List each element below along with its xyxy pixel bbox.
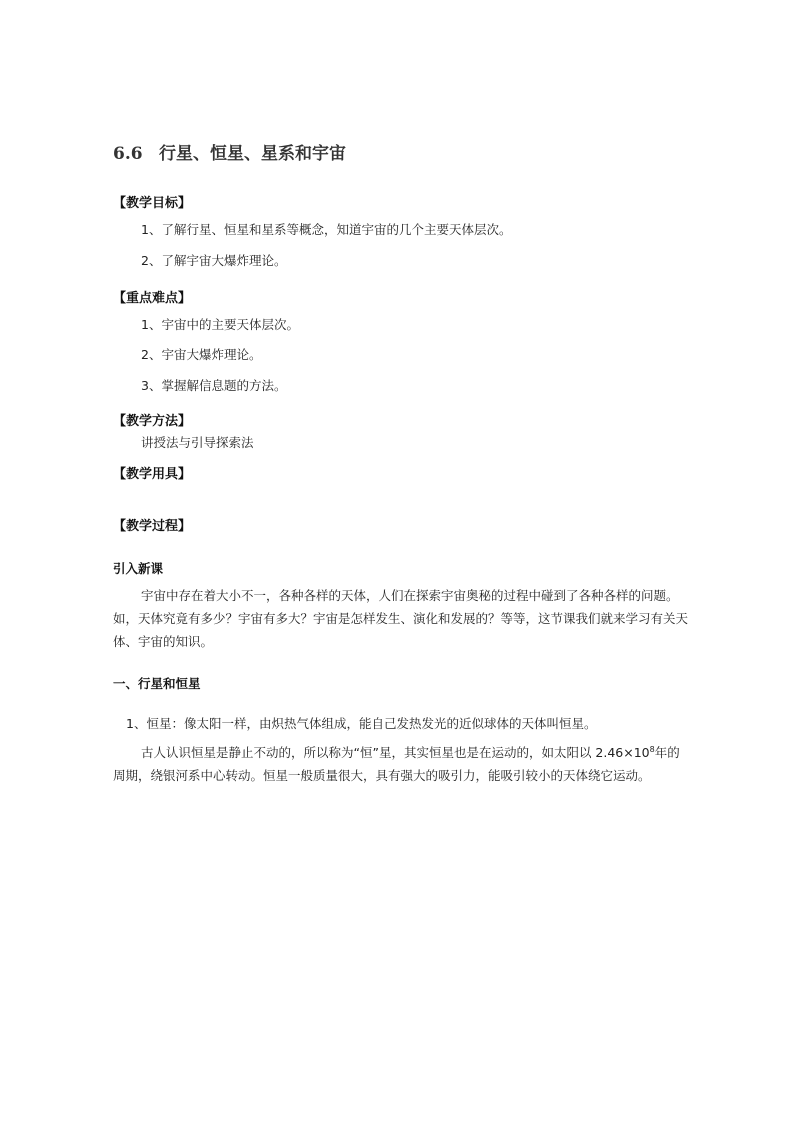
process-heading: 【教学过程】 (113, 519, 192, 534)
key-point-item-1: 1、宇宙中的主要天体层次。 (141, 317, 299, 332)
objectives-heading: 【教学目标】 (113, 196, 192, 211)
key-points-heading: 【重点难点】 (113, 291, 192, 306)
star-paragraph-part-b: 年的周期，绕银河系中心转动。恒星一般质量很大，具有强大的吸引力，能吸引较小的天体绕它运动。 (113, 745, 680, 783)
objective-item-2: 2、了解宇宙大爆炸理论。 (141, 253, 287, 268)
key-point-item-2: 2、宇宙大爆炸理论。 (141, 347, 262, 362)
star-definition-text: 恒星：像太阳一样，由炽热气体组成，能自己发热发光的近似球体的天体叫恒星。 (146, 716, 597, 731)
star-paragraph-part-a: 古人认识恒星是静止不动的，所以称为“恒”星，其实恒星也是在运动的，如太阳以 2.46×10 (141, 745, 650, 760)
methods-heading: 【教学方法】 (113, 414, 192, 429)
tools-heading: 【教学用具】 (113, 467, 192, 482)
intro-title: 引入新课 (113, 561, 164, 576)
star-definition (126, 714, 596, 732)
title-text: 行星、恒星、星系和宇宙 (159, 144, 346, 164)
page-title (113, 139, 346, 164)
star-paragraph-exponent: 8 (649, 744, 655, 754)
intro-paragraph: 宇宙中存在着大小不一，各种各样的天体，人们在探索宇宙奥秘的过程中碰到了各种各样的问题。如，天体究竟有多少？宇宙有多大？宇宙是怎样发生、演化和发展的？等等，这节课我们就来学习有关天体、宇宙的知识。 (113, 588, 689, 649)
key-point-item-3: 3、掌握解信息题的方法。 (141, 378, 287, 393)
star-definition-number: 1、 (126, 716, 147, 731)
star-paragraph (113, 741, 688, 787)
title-number: 6.6 (113, 144, 143, 164)
objective-item-1: 1、了解行星、恒星和星系等概念，知道宇宙的几个主要天体层次。 (141, 222, 512, 237)
methods-text: 讲授法与引导探索法 (141, 435, 254, 450)
section-1-title: 一、行星和恒星 (113, 676, 201, 691)
